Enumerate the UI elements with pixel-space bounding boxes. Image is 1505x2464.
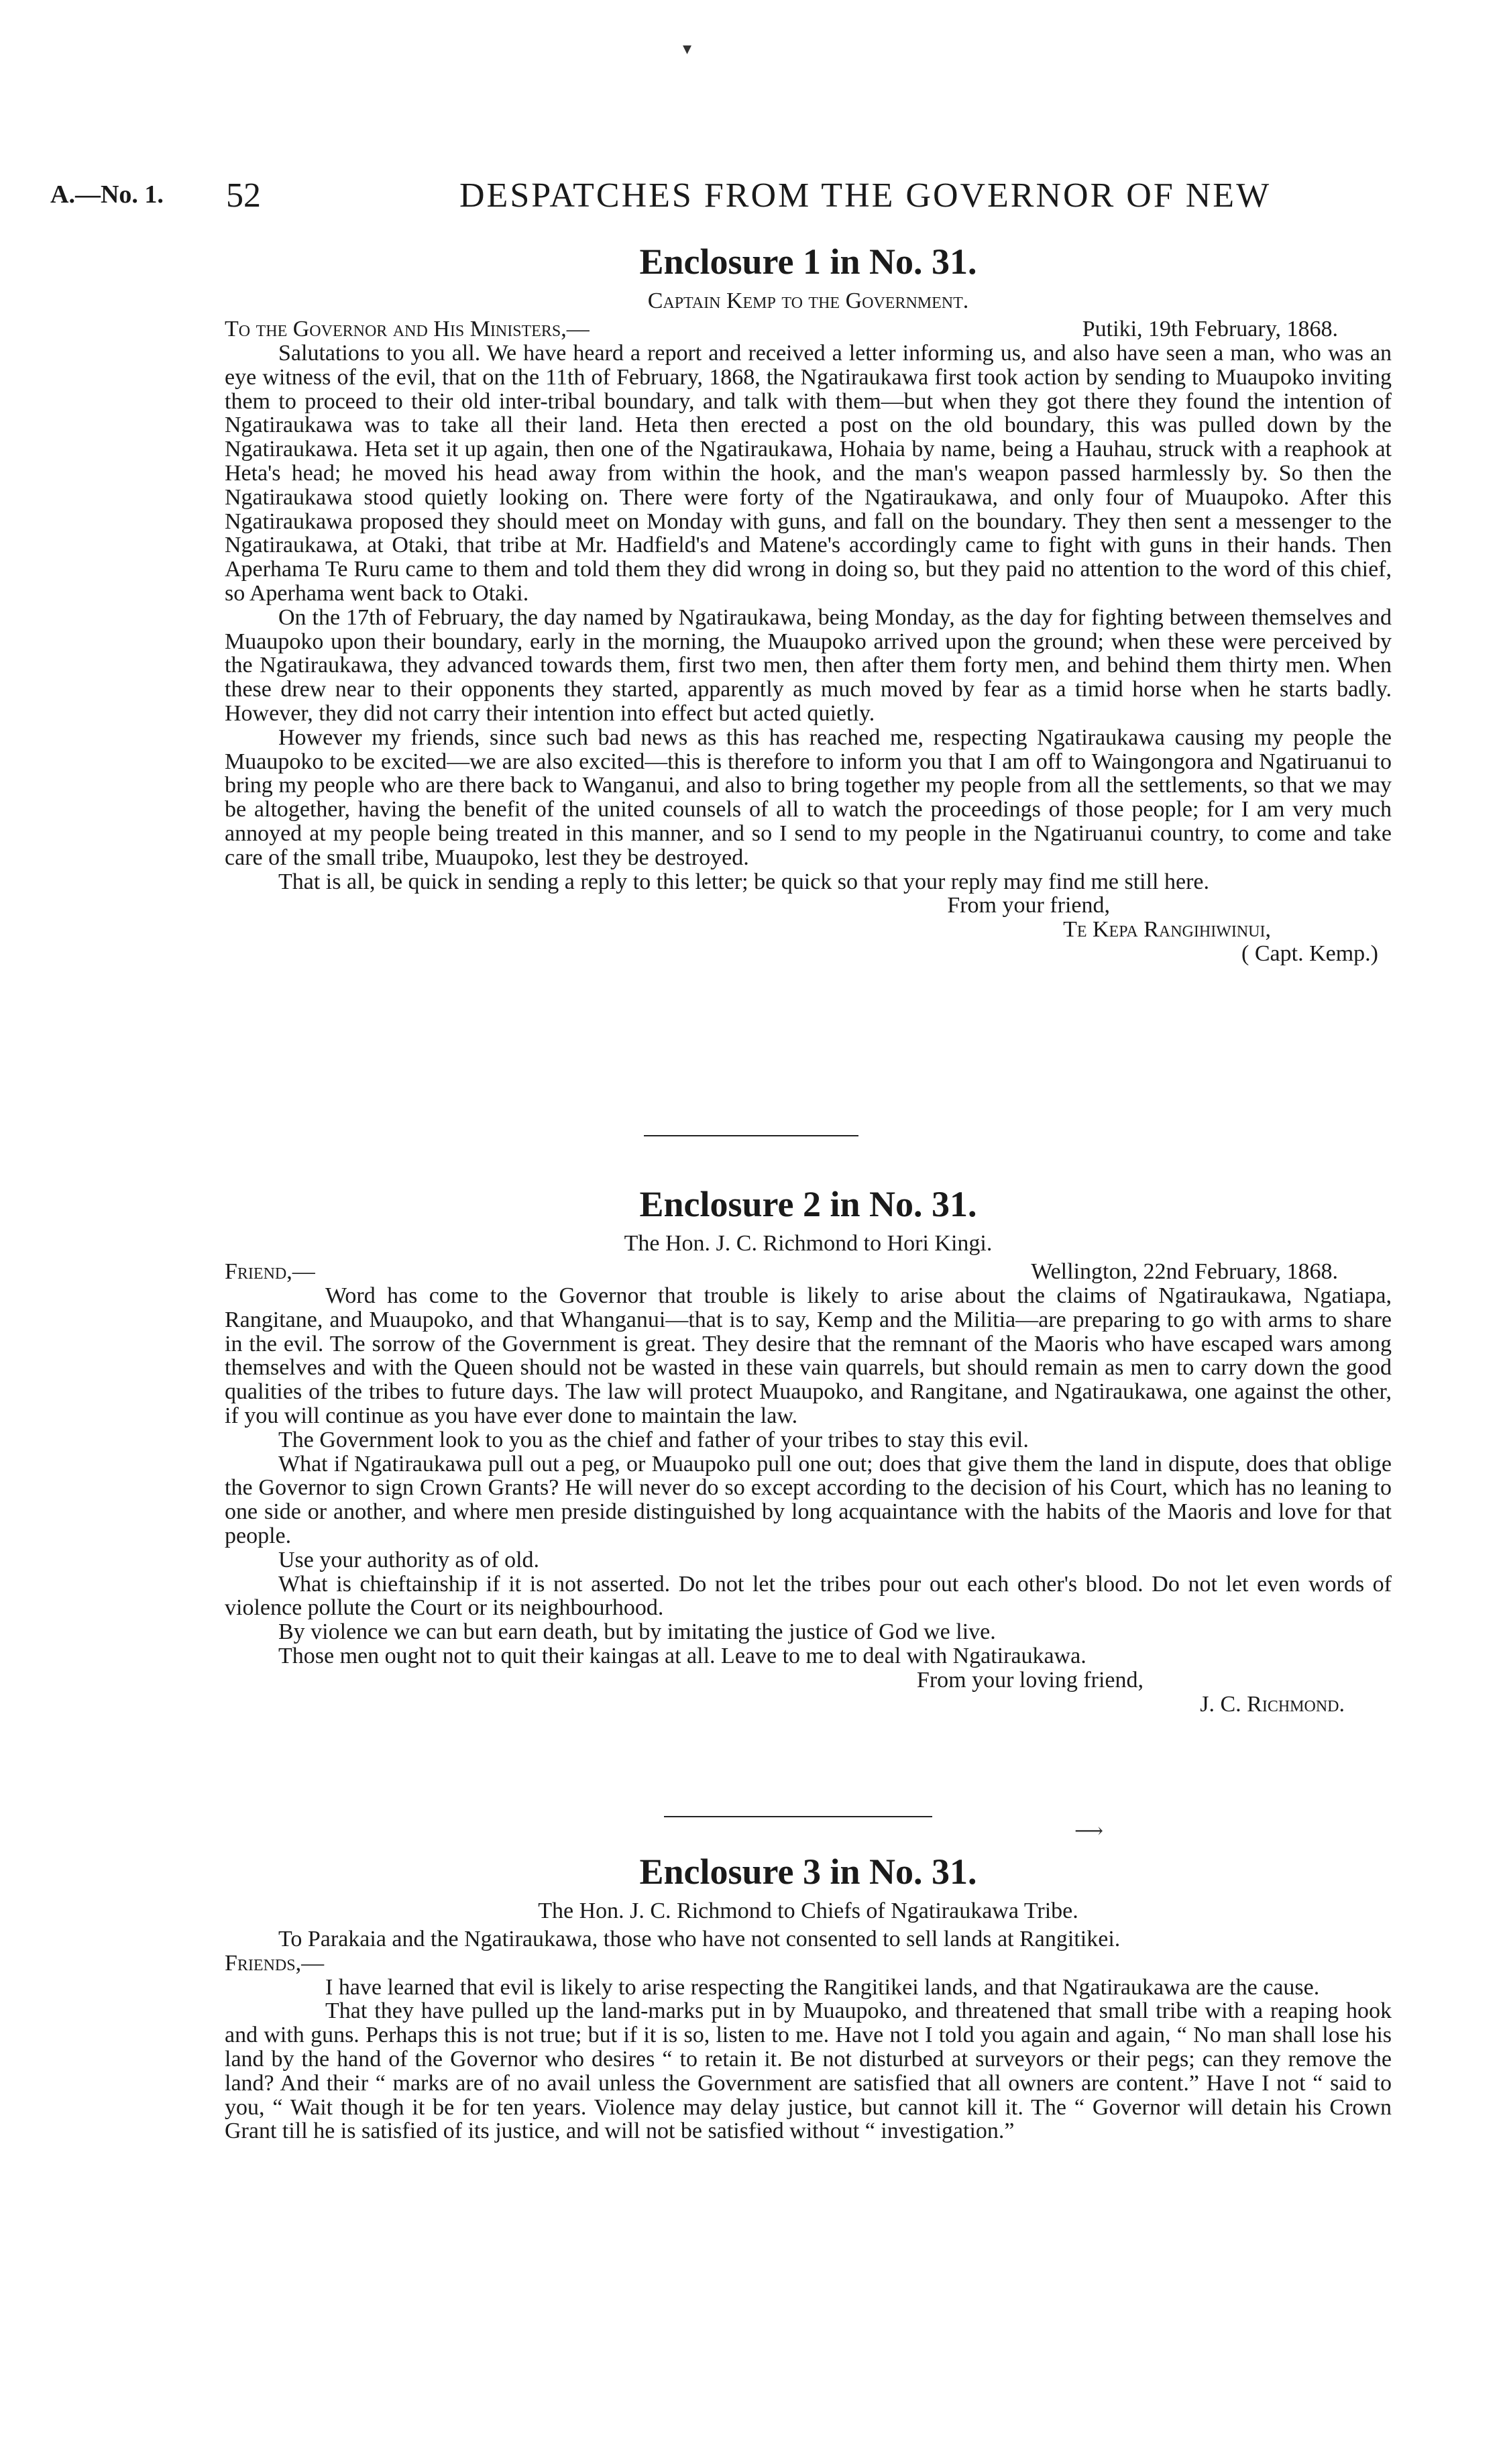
enclosure-2-paragraph: What is chieftainship if it is not asserted. Do not let the tribes pour out each other's blood. Do not let even words of violence pollute the Court or its neighbourhood. [225,1571,1392,1621]
enclosure-3-paragraph: I have learned that evil is likely to arise respecting the Rangitikei lands, and that Ngatiraukawa are the cause. [325,1974,1320,2000]
enclosure-1-signature: Te Kepa Rangihiwinui, [1063,917,1271,943]
enclosure-2-salutation-line [225,1260,1392,1284]
enclosure-3 [225,1848,1392,2143]
enclosure-3-paragraph: That they have pulled up the land-marks put in by Muaupoko, and threatened that small tribe with a reaping hook and with guns. Perhaps this is not true; but if it is so, listen to me. Have not I told you again and again, “ No man shall lose his land by the hand of the Governor who desires “ to retain it. Be not disturbed at surveyors or their pegs; can they remove the land? And their “ marks are of no avail unless the Government are satisfied that all owners are content.” Have I not “ said to you, “ Wait though it be for ten years. Violence may delay justice, but cannot kill it. The “ Governor will detain his Crown Grant till he is satisfied of its justice, and will not be satisfied without “ investigation.” [225,1998,1392,2144]
enclosure-3-title: Enclosure 3 in No. 31. [639,1852,977,1892]
enclosure-1-paragraph: That is all, be quick in sending a reply to this letter; be quick so that your reply may find me still here. [278,869,1210,894]
enclosure-2-closing: From your loving friend, [916,1667,1144,1693]
print-speck: ▾ [683,39,692,58]
enclosure-1-place-date: Putiki, 19th February, 1868. [1082,317,1338,341]
enclosure-1 [225,238,1392,966]
enclosure-1-address: To the Governor and His Ministers,— [225,317,590,341]
enclosure-3-subtitle: The Hon. J. C. Richmond to Chiefs of Ngatiraukawa Tribe. [538,1898,1078,1923]
enclosure-3-address: To Parakaia and the Ngatiraukawa, those who have not consented to sell lands at Rangitikei. [278,1927,1121,1951]
enclosure-2 [225,1181,1392,1716]
enclosure-1-paragraph: On the 17th of February, the day named by Ngatiraukawa, being Monday, as the day for fighting between themselves and Muaupoko upon their boundary, early in the morning, the Muaupoko arrived upon the ground; when these were perceived by the Ngatiraukawa, they advanced towards them, first two men, then after them forty men, and behind them thirty men. When these drew near to their opponents they started, apparently as much moved by fear as a timid horse when he starts badly. However, they did not carry their intention into effect but acted quietly. [225,604,1392,726]
enclosure-2-paragraph: Use your authority as of old. [278,1547,540,1572]
enclosure-2-place-date: Wellington, 22nd February, 1868. [1031,1259,1338,1284]
enclosure-1-subtitle: Captain Kemp to the Government. [647,288,969,313]
enclosure-2-subtitle: The Hon. J. C. Richmond to Hori Kingi. [624,1231,993,1256]
document-reference: A.—No. 1. [50,180,164,209]
enclosure-1-paragraph: Salutations to you all. We have heard a report and received a letter informing us, and also have seen a man, who was an eye witness of the evil, that on the 11th of February, 1868, the Ngatiraukawa first took action by sending to Muaupoko inviting them to proceed to their old inter-tribal boundary, and talk with them—but when they got there they found the intention of Ngatiraukawa was to take all their land. Heta then erected a post on the old boundary, this was pulled down by the Ngatiraukawa. Heta set it up again, then one of the Ngatiraukawa, Hohaia by name, being a Hauhau, struck with a reaphook at Heta's head; he moved his head away from within the hook, and the man's weapon passed harmlessly by. So then the Ngatiraukawa stood quietly looking on. There were forty of the Ngatiraukawa, and only four of Muaupoko. After this Ngatiraukawa proposed they should meet on Monday with guns, and fall on the boundary. They then sent a messenger to the Ngatiraukawa, at Otaki, that tribe at Mr. Hadfield's and Matene's accordingly came to fight with guns in their hands. Then Aperhama Te Ruru came to them and told them they did wrong in doing so, but they paid no attention to the word of this chief, so Aperhama went back to Otaki. [225,341,1392,606]
running-header [50,176,1459,216]
enclosure-3-salutation: Friends,— [225,1950,325,1976]
enclosure-2-paragraph: By violence we can but earn death, but by imitating the justice of God we live. [278,1619,996,1645]
section-divider [664,1816,932,1817]
enclosure-2-paragraph: Word has come to the Governor that trouble is likely to arise about the claims of Ngatiraukawa, Ngatiapa, Rangitane, and Muaupoko, and that Whanganui—that is to say, Kemp and the Militia—are preparing to go with arms to share in the evil. The sorrow of the Government is great. They desire that the remnant of the Maoris who have escaped wars among themselves and with the Queen should not be wasted in these vain quarrels, but should remain as men to carry down the good qualities of the tribes to future days. The law will protect Muaupoko, and Rangitane, and Ngatiraukawa, one against the other, if you will continue as you have ever done to maintain the law. [225,1283,1392,1428]
enclosure-2-paragraph: Those men ought not to quit their kaingas at all. Leave to me to deal with Ngatiraukawa. [278,1643,1086,1668]
enclosure-1-title: Enclosure 1 in No. 31. [639,242,977,282]
enclosure-2-paragraph: What if Ngatiraukawa pull out a peg, or Muaupoko pull one out; does that give them the land in dispute, does that oblige the Governor to sign Crown Grants? He will never do so except according to the decision of his Court, which has no leaning to one side or another, and where men preside distinguished by long acquaintance with the habits of the Maoris and love for that people. [225,1451,1392,1548]
enclosure-1-signature-note: ( Capt. Kemp.) [1241,941,1378,966]
enclosure-2-title: Enclosure 2 in No. 31. [639,1184,977,1224]
page-number: 52 [226,176,261,215]
enclosure-1-address-line [225,317,1392,341]
enclosure-1-closing: From your friend, [947,893,1110,918]
running-title: DESPATCHES FROM THE GOVERNOR OF NEW [459,176,1272,215]
enclosure-2-paragraph: The Government look to you as the chief and father of your tribes to stay this evil. [278,1427,1029,1452]
enclosure-2-signature: J. C. Richmond. [1200,1691,1345,1717]
enclosure-2-salutation: Friend,— [225,1259,315,1284]
enclosure-1-paragraph: However my friends, since such bad news as this has reached me, respecting Ngatiraukawa causing my people the Muaupoko to be excited—we are also excited—this is therefore to inform you that I am off to Waingongora and Ngatiruanui to bring my people who are there back to Wanganui, and also to bring together my people from all the settlements, so that we may be altogether, having the benefit of the united counsels of all to watch the proceedings of those people; for I am very much annoyed at my people being treated in this manner, and so I send to my people in the Ngatiruanui country, to come and take care of the small tribe, Muaupoko, lest they be destroyed. [225,725,1392,870]
print-mark: ⟶ [1074,1820,1104,1842]
section-divider [644,1135,858,1136]
